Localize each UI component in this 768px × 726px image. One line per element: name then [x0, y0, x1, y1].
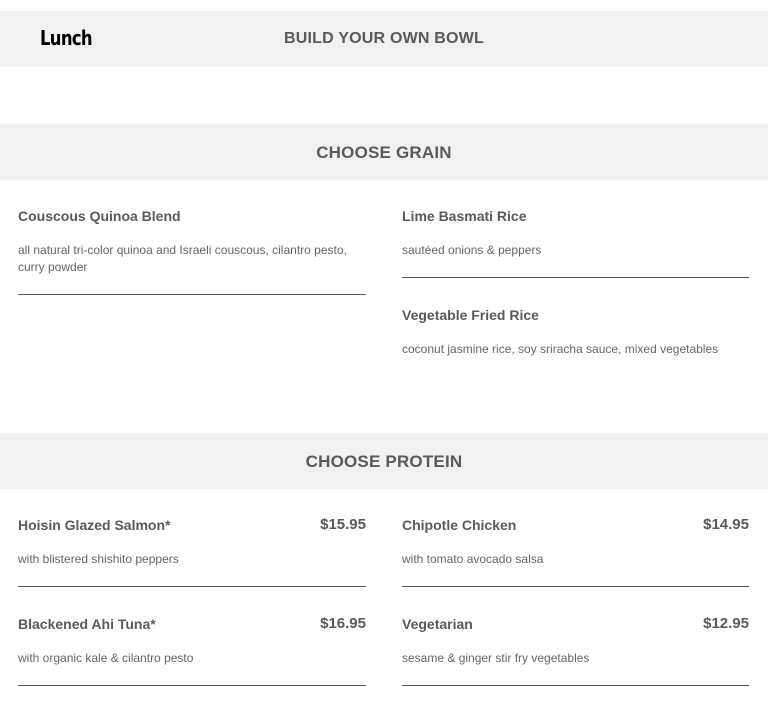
menu-item-price: $14.95 [703, 516, 749, 533]
menu-item-description: sautéed onions & peppers [402, 243, 542, 257]
menu-item-name: Couscous Quinoa Blend [18, 208, 181, 224]
protein-section-title: CHOOSE PROTEIN [305, 452, 463, 471]
menu-item-name: Lime Basmati Rice [402, 208, 527, 224]
menu-item-name: Chipotle Chicken [402, 517, 517, 533]
grain-section-title: CHOOSE GRAIN [316, 143, 452, 162]
grain-section-header [0, 124, 768, 180]
menu-item-name: Hoisin Glazed Salmon* [18, 517, 171, 533]
menu-item-divider [18, 294, 366, 295]
page-title: BUILD YOUR OWN BOWL [284, 30, 484, 47]
menu-item-name: Blackened Ahi Tuna* [18, 616, 156, 632]
menu-item-description: with tomato avocado salsa [402, 552, 544, 566]
menu-item-description: with organic kale & cilantro pesto [18, 651, 194, 665]
menu-item-price: $16.95 [320, 615, 366, 632]
menu-item-divider [18, 685, 366, 686]
menu-item-price: $12.95 [703, 615, 749, 632]
menu-item-description: all natural tri-color quinoa and Israeli couscous, cilantro pesto, curry powder [18, 243, 347, 274]
menu-item-description: with blistered shishito peppers [18, 552, 179, 566]
menu-item-description: sesame & ginger stir fry vegetables [402, 651, 590, 665]
menu-item-name: Vegetable Fried Rice [402, 307, 539, 323]
page-header [0, 11, 768, 67]
menu-item-divider [18, 586, 366, 587]
menu-item-price: $15.95 [320, 516, 366, 533]
menu-item-divider [402, 586, 749, 587]
menu-item-name: Vegetarian [402, 616, 473, 632]
menu-item-divider [402, 277, 749, 278]
lunch-label: Lunch [40, 26, 92, 50]
menu-item-divider [402, 685, 749, 686]
protein-section-header [0, 433, 768, 489]
menu-item-description: coconut jasmine rice, soy sriracha sauce, mixed vegetables [402, 342, 719, 356]
